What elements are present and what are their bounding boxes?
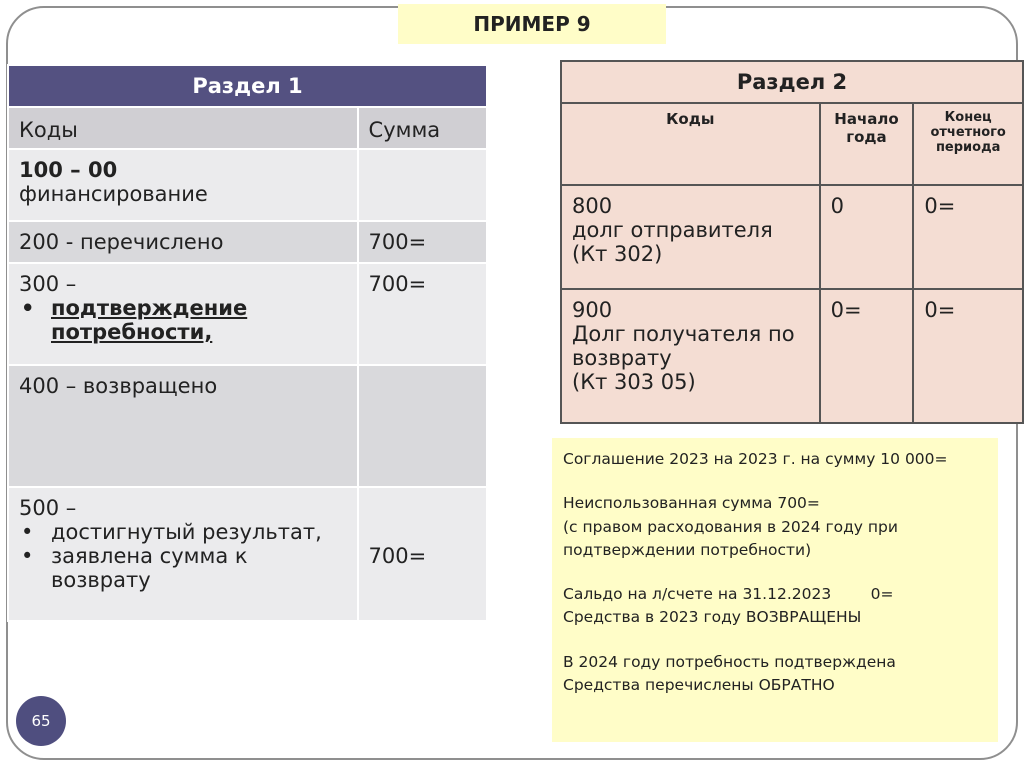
info-paragraph-1: Соглашение 2023 на 2023 г. на сумму 10 000= <box>563 450 948 468</box>
section2-table <box>560 60 1024 424</box>
page-number-badge: 65 <box>16 696 66 746</box>
row-500-bullet-2: • заявлена сумма к возврату <box>51 544 349 592</box>
info-paragraph-4 <box>563 651 988 698</box>
row-400-text: 400 – возвращено <box>8 365 358 487</box>
table-row-900 <box>561 289 820 423</box>
table-row-500 <box>8 487 358 621</box>
row-900-line1: Долг получателя по возврату <box>572 322 795 370</box>
table-row-800 <box>561 185 820 289</box>
section2-header-end: Конец отчетного периода <box>913 103 1023 185</box>
row-800-line1: долг отправителя <box>572 218 773 242</box>
row-900-line2: (Кт 303 05) <box>572 370 696 394</box>
row-500-sum: 700= <box>358 487 487 621</box>
row-800-start: 0 <box>820 185 914 289</box>
row-300-bullet: • подтверждение потребности, <box>51 296 349 344</box>
row-100-text: финансирование <box>19 182 208 206</box>
info-paragraph-3 <box>563 583 988 630</box>
row-500-bullet-1: • достигнутый результат, <box>51 520 349 544</box>
section1-header-sum: Сумма <box>358 107 487 149</box>
row-300-sum: 700= <box>358 263 487 365</box>
row-800-code: 800 <box>572 194 613 218</box>
row-100-sum <box>358 149 487 221</box>
table-row-300 <box>8 263 358 365</box>
section2-header-start: Начало года <box>820 103 914 185</box>
info-p2-line1: Неиспользованная сумма 700= <box>563 494 820 513</box>
row-900-code: 900 <box>572 298 613 322</box>
info-p4-line1: В 2024 году потребность подтверждена <box>563 652 896 671</box>
row-300-code: 300 – <box>19 272 77 296</box>
row-900-end: 0= <box>913 289 1023 423</box>
row-100-code: 100 – 00 <box>19 158 118 182</box>
section2-header-codes: Коды <box>561 103 820 185</box>
section1-table <box>7 64 488 622</box>
info-p3-line2: Средства в 2023 году ВОЗВРАЩЕНЫ <box>563 608 862 627</box>
table-row-100-code <box>8 149 358 221</box>
row-200-text: 200 - перечислено <box>8 221 358 263</box>
row-800-line2: (Кт 302) <box>572 242 663 266</box>
row-800-end: 0= <box>913 185 1023 289</box>
section1-title: Раздел 1 <box>8 65 487 107</box>
info-p3-line1: Сальдо на л/счете на 31.12.2023 0= <box>563 585 894 603</box>
section2-title: Раздел 2 <box>561 61 1023 103</box>
info-paragraph-2 <box>563 492 988 562</box>
info-note <box>552 438 998 742</box>
slide-title: ПРИМЕР 9 <box>398 4 666 44</box>
row-900-start: 0= <box>820 289 914 423</box>
info-p2-line2: (с правом расходования в 2024 году при подтверждении потребности) <box>563 517 898 559</box>
info-p4-line2: Средства перечислены ОБРАТНО <box>563 675 835 694</box>
section1-header-codes: Коды <box>8 107 358 149</box>
row-500-code: 500 – <box>19 496 77 520</box>
row-400-sum <box>358 365 487 487</box>
row-200-sum: 700= <box>358 221 487 263</box>
